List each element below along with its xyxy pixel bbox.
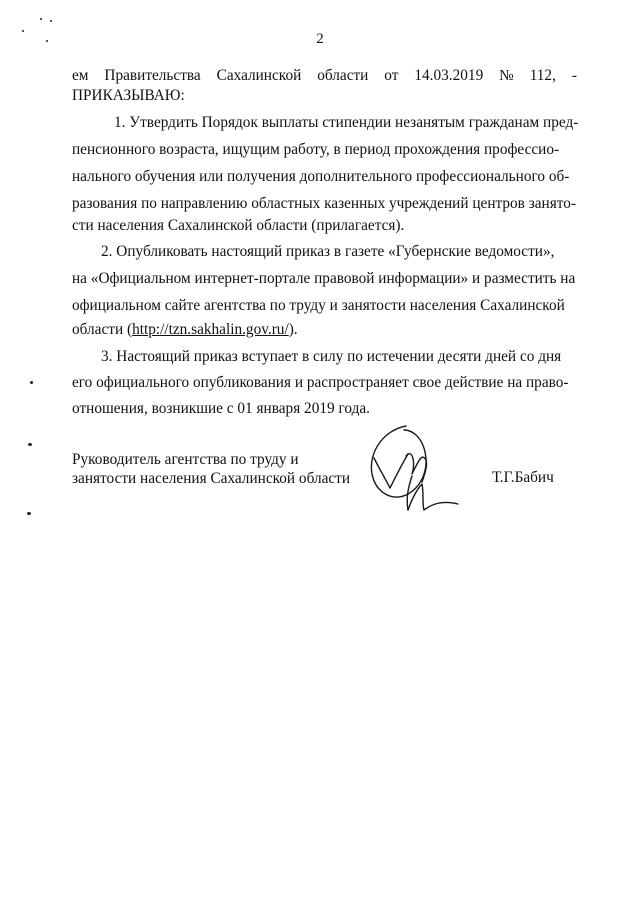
- paragraph-2-line: 2. Опубликовать настоящий приказ в газете «Губернские ведомости»,: [101, 243, 555, 260]
- paragraph-1-line: пенсионного возраста, ищущим работу, в период прохождения профессио-: [72, 141, 560, 158]
- agency-website-link[interactable]: http://tzn.sakhalin.gov.ru/: [132, 321, 289, 338]
- intro-word: от: [384, 67, 399, 84]
- paragraph-2-line-4: [72, 320, 298, 340]
- intro-word: Сахалинской: [216, 67, 302, 84]
- intro-word: -: [571, 67, 577, 84]
- paragraph-3-line: его официального опубликования и распространяет свое действие на право-: [72, 374, 569, 391]
- page-number: 2: [316, 31, 324, 47]
- scan-speck: [28, 443, 32, 446]
- intro-word: 14.03.2019: [414, 67, 484, 84]
- intro-word: Правительства: [104, 67, 201, 84]
- signatory-name: Т.Г.Бабич: [492, 469, 554, 486]
- handwritten-signature: [362, 418, 472, 518]
- intro-word: ем: [72, 67, 89, 84]
- paragraph-1-line: разования по направлению областных казенных учреждений центров занято-: [72, 195, 576, 212]
- intro-word: области: [317, 67, 369, 84]
- paragraph-2-text: области (: [72, 321, 133, 338]
- intro-line-1: [72, 66, 577, 86]
- scan-speck: [50, 20, 52, 22]
- signatory-position-line: Руководитель агентства по труду и: [72, 451, 299, 468]
- paragraph-1-line: нального обучения или получения дополнительного профессионального об-: [72, 168, 570, 185]
- paragraph-3-line: отношения, возникшие с 01 января 2019 года.: [72, 400, 370, 417]
- paragraph-1-line: 1. Утвердить Порядок выплаты стипендии незанятым гражданам пред-: [114, 114, 579, 131]
- paragraph-1-line: сти населения Сахалинской области (прилагается).: [72, 217, 405, 234]
- scan-speck: [27, 512, 31, 515]
- paragraph-2-text: ).: [288, 321, 298, 338]
- paragraph-3-line: 3. Настоящий приказ вступает в силу по истечении десяти дней со дня: [101, 348, 562, 365]
- intro-word: 112,: [529, 67, 556, 84]
- paragraph-2-line: на «Официальном интернет-портале правовой информации» и разместить на: [72, 270, 576, 287]
- intro-word: №: [499, 67, 514, 84]
- scan-speck: [30, 381, 33, 384]
- signatory-position-line: занятости населения Сахалинской области: [72, 470, 351, 487]
- paragraph-2-line: официальном сайте агентства по труду и занятости населения Сахалинской: [72, 297, 565, 314]
- order-keyword: ПРИКАЗЫВАЮ:: [72, 87, 185, 104]
- scan-speck: [40, 18, 42, 20]
